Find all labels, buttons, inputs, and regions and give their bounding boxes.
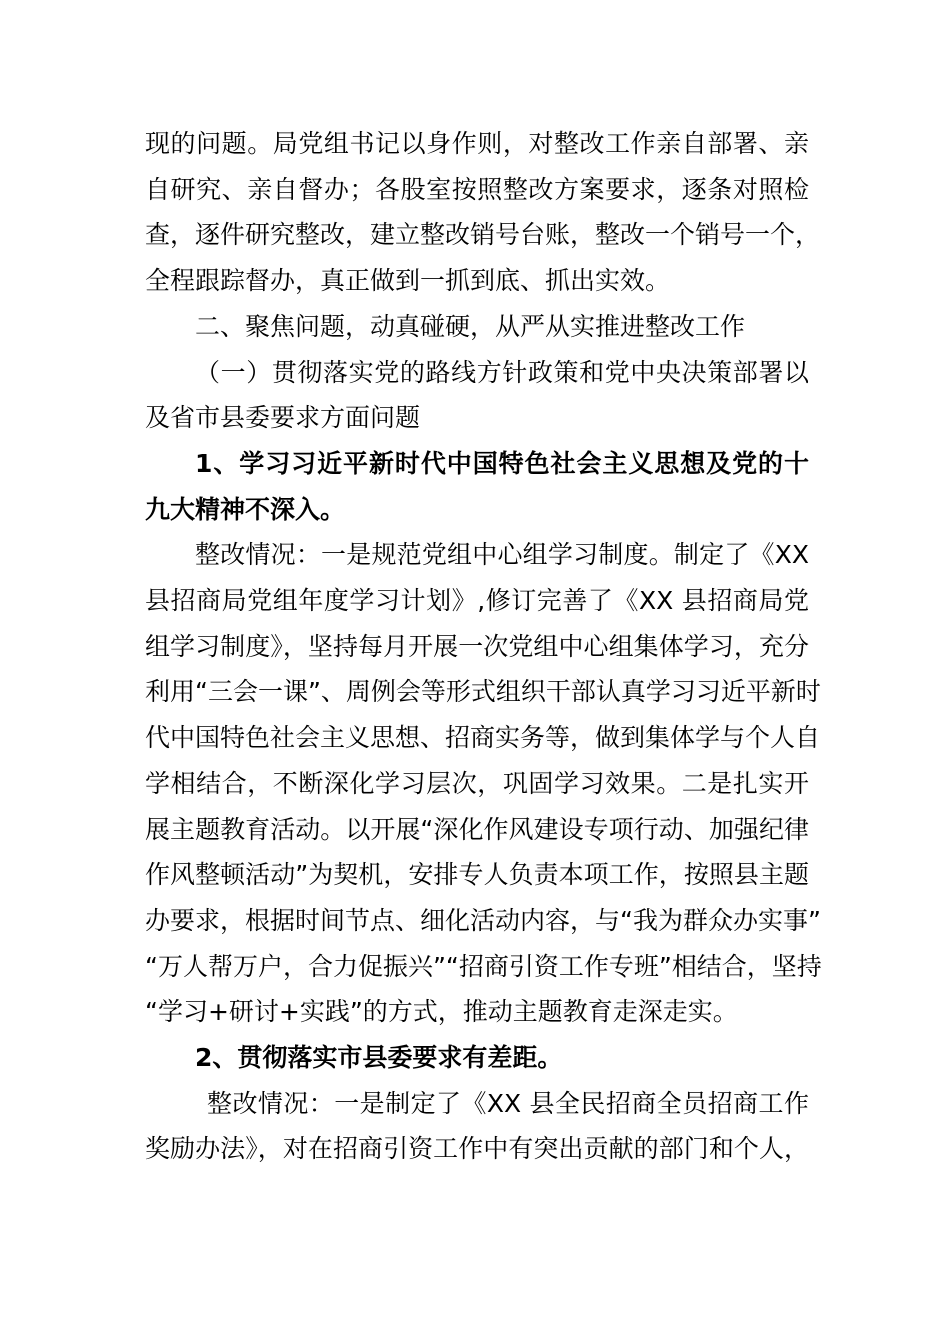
text-line: 奖励办法》，对在招商引资工作中有突出贡献的部门和个人，: [145, 1134, 809, 1164]
text-line: 展主题教育活动。以开展“深化作风建设专项行动、加强纪律: [145, 814, 809, 844]
item-heading-1: [145, 441, 809, 532]
text-line: 1、学习习近平新时代中国特色社会主义思想及党的十: [195, 448, 809, 478]
text-line: 及省市县委要求方面问题: [145, 403, 421, 433]
section-heading: [145, 304, 809, 350]
paragraph-continuation: [145, 121, 821, 304]
subsection-heading: [145, 350, 809, 441]
text-line: “万人帮万户，合力促振兴”“招商引资工作专班”相结合，坚持: [145, 951, 822, 981]
text-line: 县招商局党组年度学习计划》,修订完善了《XX 县招商局党: [145, 586, 809, 616]
text-line: 自研究、亲自督办；各股室按照整改方案要求，逐条对照检: [145, 174, 809, 204]
text-line: 利用“三会一课”、周例会等形式组织干部认真学习习近平新时: [145, 677, 821, 707]
text-line: 查，逐件研究整改，建立整改销号台账，整改一个销号一个，: [145, 220, 821, 250]
text-line: 代中国特色社会主义思想、招商实务等，做到集体学与个人自: [145, 723, 821, 753]
text-line: 2、贯彻落实市县委要求有差距。: [195, 1043, 563, 1073]
document-body: [145, 121, 822, 1172]
text-line: 全程跟踪督办，真正做到一抓到底、抓出实效。: [145, 266, 671, 296]
text-line: 组学习制度》，坚持每月开展一次党组中心组集体学习，充分: [145, 631, 809, 661]
text-line: “学习+研讨+实践”的方式，推动主题教育走深走实。: [145, 997, 738, 1027]
text-line: （一）贯彻落实党的路线方针政策和党中央决策部署以: [195, 357, 809, 387]
text-line: 学相结合，不断深化学习层次，巩固学习效果。二是扎实开: [145, 768, 809, 798]
text-line: 整改情况：一是规范党组中心组学习制度。制定了《XX: [195, 540, 809, 570]
text-line: 办要求，根据时间节点、细化活动内容，与“我为群众办实事”: [145, 905, 821, 935]
text-line: 九大精神不深入。: [145, 494, 346, 524]
rectification-paragraph-1: [145, 532, 822, 1035]
text-line: 作风整顿活动”为契机，安排专人负责本项工作，按照县主题: [145, 860, 809, 890]
rectification-paragraph-2: [145, 1081, 809, 1172]
item-heading-2: [145, 1035, 809, 1081]
text-line: 二、聚焦问题，动真碰硬，从严从实推进整改工作: [195, 311, 746, 341]
text-line: 现的问题。局党组书记以身作则，对整改工作亲自部署、亲: [145, 129, 809, 158]
text-line: 整改情况：一是制定了《XX 县全民招商全员招商工作: [207, 1088, 809, 1118]
